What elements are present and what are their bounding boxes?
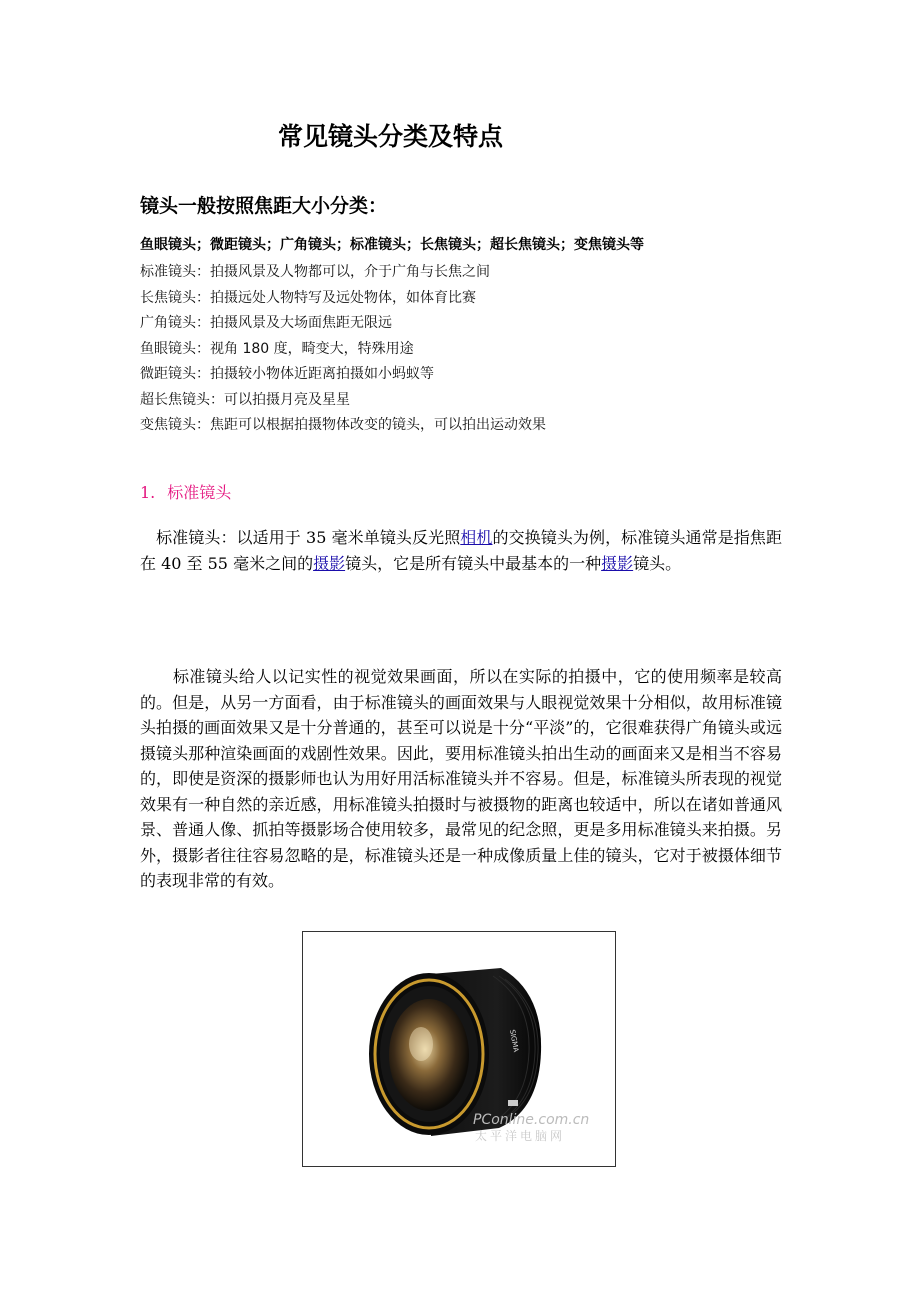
link-photography[interactable]: 摄影 — [313, 553, 346, 573]
list-item: 广角镜头：拍摄风景及大场面焦距无限远 — [140, 315, 392, 331]
page-title: 常见镜头分类及特点 — [278, 122, 504, 151]
list-item: 鱼眼镜头：视角 180 度，畸变大，特殊用途 — [140, 340, 414, 357]
section-heading — [140, 482, 231, 504]
link-camera[interactable]: 相机 — [460, 528, 493, 547]
section-number: 1. — [140, 483, 156, 502]
lens-description-list — [140, 260, 546, 439]
text-run: 标准镜头：以适用于 35 毫米单镜头反光照 — [156, 528, 461, 547]
focus-switch — [508, 1100, 518, 1106]
body-text: 标准镜头给人以记实性的视觉效果画面，所以在实际的拍摄中，它的使用频率是较高的。但是，从另一方面看，由于标准镜头的画面效果与人眼视觉效果十分相似，故用标准镜头拍摄的画面效果又是十分普通的，甚至可以说是十分“平淡”的，它很难获得广角镜头或远摄镜头那种渲染画面的戏剧性效果。因此，要用标准镜头拍出生动的画面来又是相当不容易的，即使是资深的摄影师也认为用好用活标准镜头并不容易。但是，标准镜头所表现的视觉效果有一种自然的亲近感，用标准镜头拍摄时与被摄物的距离也较适中，所以在诸如普通风景、普通人像、抓拍等摄影场合使用较多，最常见的纪念照，更是多用标准镜头来拍摄。另外，摄影者往往容易忽略的是，标准镜头还是一种成像质量上佳的镜头，它对于被摄体细节的表现非常的有效。 — [140, 667, 782, 890]
list-item: 标准镜头：拍摄风景及人物都可以，介于广角与长焦之间 — [140, 264, 490, 280]
list-item: 超长焦镜头：可以拍摄月亮及星星 — [140, 391, 350, 408]
lens-types-summary: 鱼眼镜头；微距镜头；广角镜头；标准镜头；长焦镜头；超长焦镜头；变焦镜头等 — [140, 237, 644, 253]
watermark-domain: PConline.com.cn — [473, 1112, 590, 1128]
list-item: 变焦镜头：焦距可以根据拍摄物体改变的镜头，可以拍出运动效果 — [140, 417, 546, 433]
watermark-cn: 太平洋电脑网 — [475, 1129, 566, 1143]
link-photography-2[interactable]: 摄影 — [601, 553, 634, 573]
body-paragraph — [140, 664, 782, 894]
text-run: 镜头，它是所有镜头中最基本的一种 — [345, 553, 602, 573]
text-run: 的交换镜头为例，标准镜头通常是指焦距在 40 至 55 毫米之间的 — [140, 528, 782, 573]
lens-photo — [302, 931, 616, 1167]
lens-brand-label: SIGMA — [508, 1028, 520, 1053]
classification-heading: 镜头一般按照焦距大小分类： — [140, 195, 388, 217]
text-run: 镜头。 — [633, 553, 682, 573]
camera-lens-illustration — [303, 932, 615, 1166]
list-item: 长焦镜头：拍摄远处人物特写及远处物体，如体育比赛 — [140, 289, 476, 306]
intro-paragraph — [140, 525, 782, 576]
list-item: 微距镜头：拍摄较小物体近距离拍摄如小蚂蚁等 — [140, 366, 434, 382]
section-title: 标准镜头 — [167, 483, 232, 502]
